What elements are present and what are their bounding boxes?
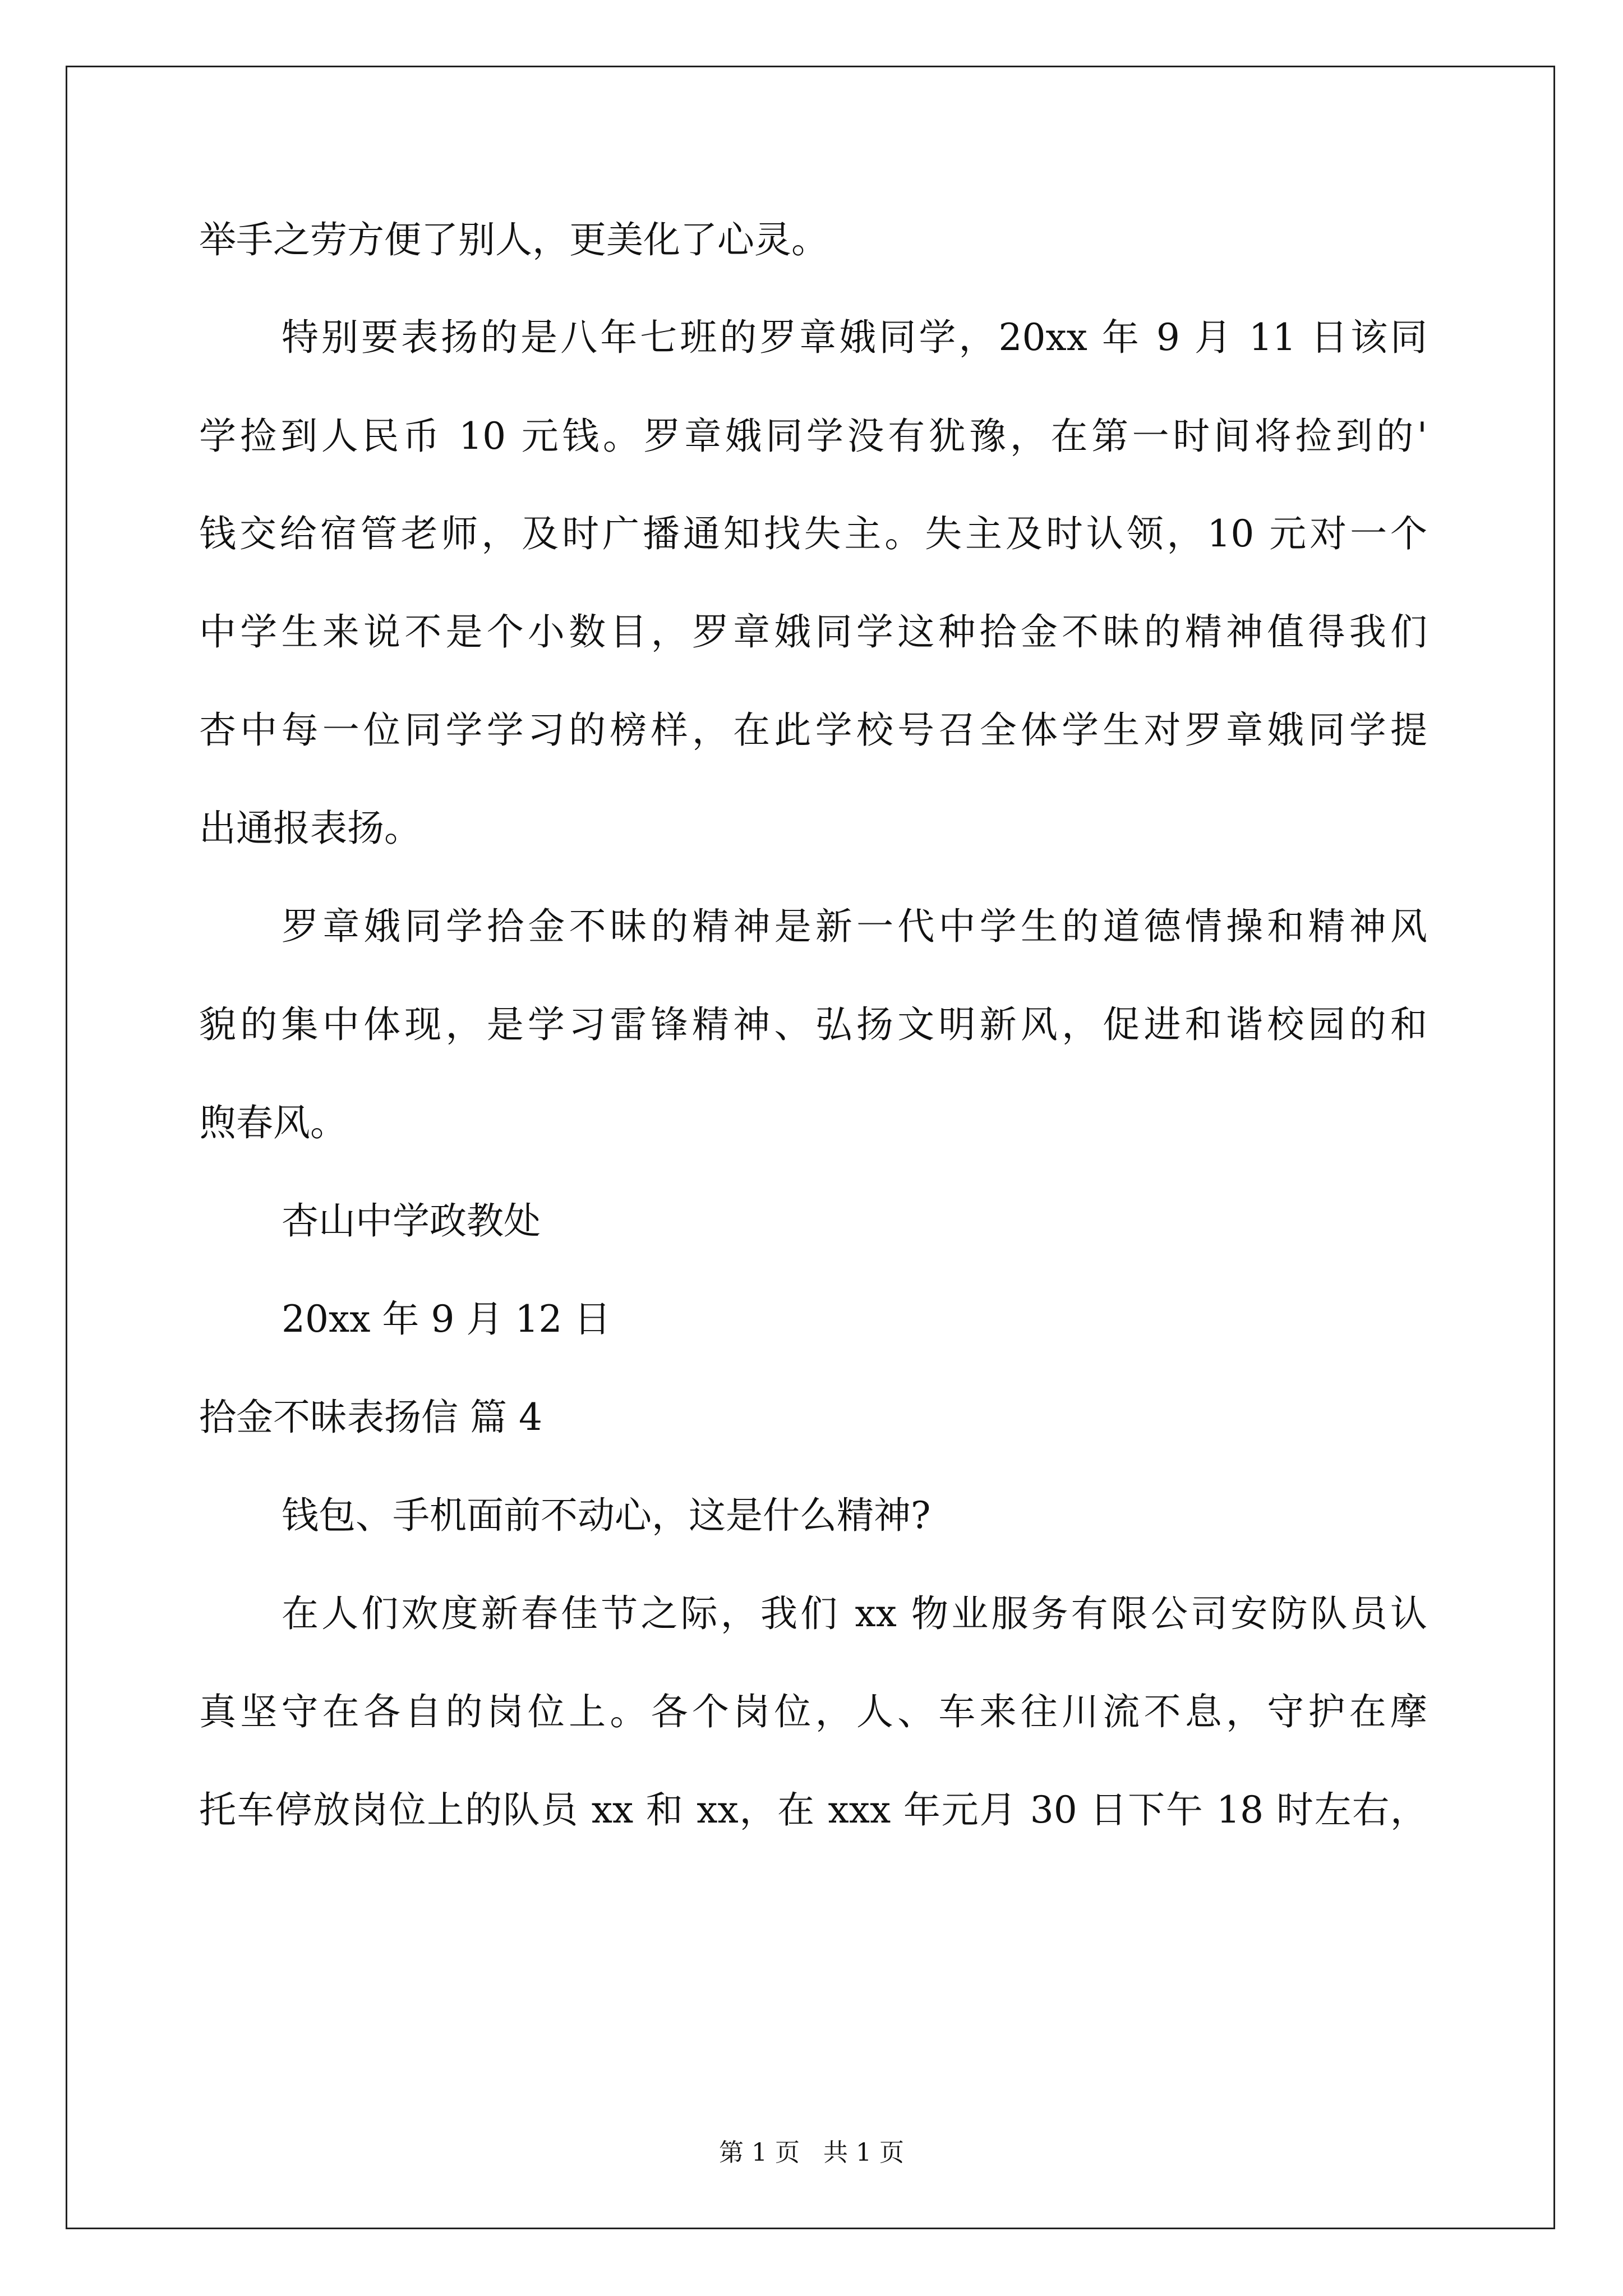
section-heading: 拾金不昧表扬信 篇 4 xyxy=(199,1396,542,1439)
page-footer: 第 1 页 共 1 页 xyxy=(719,2138,904,2167)
body-text-line: 托车停放岗位上的队员 xx 和 xx，在 xxx 年元月 30 日下午 18 时左右， xyxy=(199,1788,1427,1832)
page-border xyxy=(66,66,1555,2229)
body-text-line: 中学生来说不是个小数目，罗章娥同学这种拾金不昧的精神值得我们 xyxy=(199,610,1427,654)
body-text-line: 貌的集中体现，是学习雷锋精神、弘扬文明新风，促进和谐校园的和 xyxy=(199,1003,1427,1046)
body-text-line: 特别要表扬的是八年七班的罗章娥同学，20xx 年 9 月 11 日该同 xyxy=(282,316,1427,359)
body-text-line: 煦春风。 xyxy=(199,1101,347,1144)
body-text-line: 举手之劳方便了别人，更美化了心灵。 xyxy=(199,218,828,261)
body-text-line: 学捡到人民币 10 元钱。罗章娥同学没有犹豫，在第一时间将捡到的' xyxy=(199,415,1427,458)
signature-department: 杏山中学政教处 xyxy=(282,1199,541,1243)
body-text-line: 杏中每一位同学学习的榜样，在此学校号召全体学生对罗章娥同学提 xyxy=(199,708,1427,752)
body-text-line: 钱包、手机面前不动心，这是什么精神? xyxy=(282,1494,931,1537)
body-text-line: 罗章娥同学拾金不昧的精神是新一代中学生的道德情操和精神风 xyxy=(282,905,1427,948)
signature-date: 20xx 年 9 月 12 日 xyxy=(282,1297,611,1341)
body-text-line: 真坚守在各自的岗位上。各个岗位，人、车来往川流不息，守护在摩 xyxy=(199,1690,1427,1733)
body-text-line: 出通报表扬。 xyxy=(199,807,421,850)
body-text-line: 在人们欢度新春佳节之际，我们 xx 物业服务有限公司安防队员认 xyxy=(282,1592,1427,1635)
body-text-line: 钱交给宿管老师，及时广播通知找失主。失主及时认领，10 元对一个 xyxy=(199,512,1427,555)
